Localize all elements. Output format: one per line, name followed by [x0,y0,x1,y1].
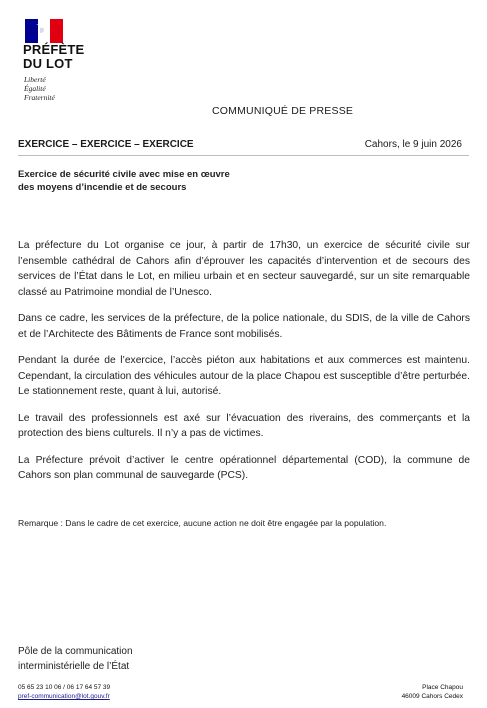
address-line-1: Place Chapou [422,684,463,691]
dateline: Cahors, le 9 juin 2026 [364,139,462,150]
paragraph-5: La Préfecture prévoit d’activer le centre opérationnel départemental (COD), la commune de Cahors son plan communal de sauvegarde (PCS). [18,454,470,481]
communication-pole [18,644,133,674]
motto-liberte: Liberté [24,75,46,84]
body-text [18,238,470,495]
logo-line-1: PRÉFÈTE [23,42,85,57]
subtitle-line-1: Exercice de sécurité civile avec mise en œuvre [18,169,230,180]
motto-egalite: Égalité [24,84,46,93]
exercise-label: EXERCICE – EXERCICE – EXERCICE [18,139,194,150]
press-release-subtitle [18,168,318,194]
pole-line-1: Pôle de la communication [18,646,133,657]
postal-address [402,683,463,701]
republic-motto [24,75,55,102]
document-type: COMMUNIQUÉ DE PRESSE [212,105,354,117]
header-divider [18,155,469,156]
prefecture-logo-title [23,43,84,71]
contact-block [18,683,110,701]
subtitle-line-2: des moyens d’incendie et de secours [18,182,187,193]
email-link[interactable]: pref-communication@lot.gouv.fr [18,693,110,700]
motto-fraternite: Fraternité [24,93,55,102]
remark-note: Remarque : Dans le cadre de cet exercice, aucune action ne doit être engagée par la population. [18,518,387,528]
pole-line-2: interministérielle de l’État [18,661,130,672]
paragraph-3: Pendant la durée de l’exercice, l’accès piéton aux habitations et aux commerces est maintenu. Cependant, la circulation des véhicules autour de la place Chapou est susceptible d’être perturbée. Le stationnement reste, quant à lui, autorisé. [18,355,470,397]
phone-numbers: 05 65 23 10 06 / 06 17 64 57 39 [18,684,111,691]
paragraph-1: La préfecture du Lot organise ce jour, à partir de 17h30, un exercice de sécurité civile sur l’ensemble cathédral de Cahors afin d’éprouver les capacités d’intervention et de secours des services de l’État dans le Lot, en milieu urbain et en secteur sauvegardé, sur un site remarquable classé au Patrimoine mondial de l’Unesco. [18,240,470,298]
paragraph-4: Le travail des professionnels est axé sur l’évacuation des riverains, des commerçants et la protection des biens culturels. Il n’y a pas de victimes. [18,412,470,439]
logo-line-2: DU LOT [23,56,73,71]
address-line-2: 46009 Cahors Cedex [401,693,463,700]
marianne-flag-logo [25,19,63,43]
paragraph-2: Dans ce cadre, les services de la préfecture, de la police nationale, du SDIS, de la ville de Cahors et de l’Architecte des Bâtiments de France sont mobilisés. [18,313,470,340]
